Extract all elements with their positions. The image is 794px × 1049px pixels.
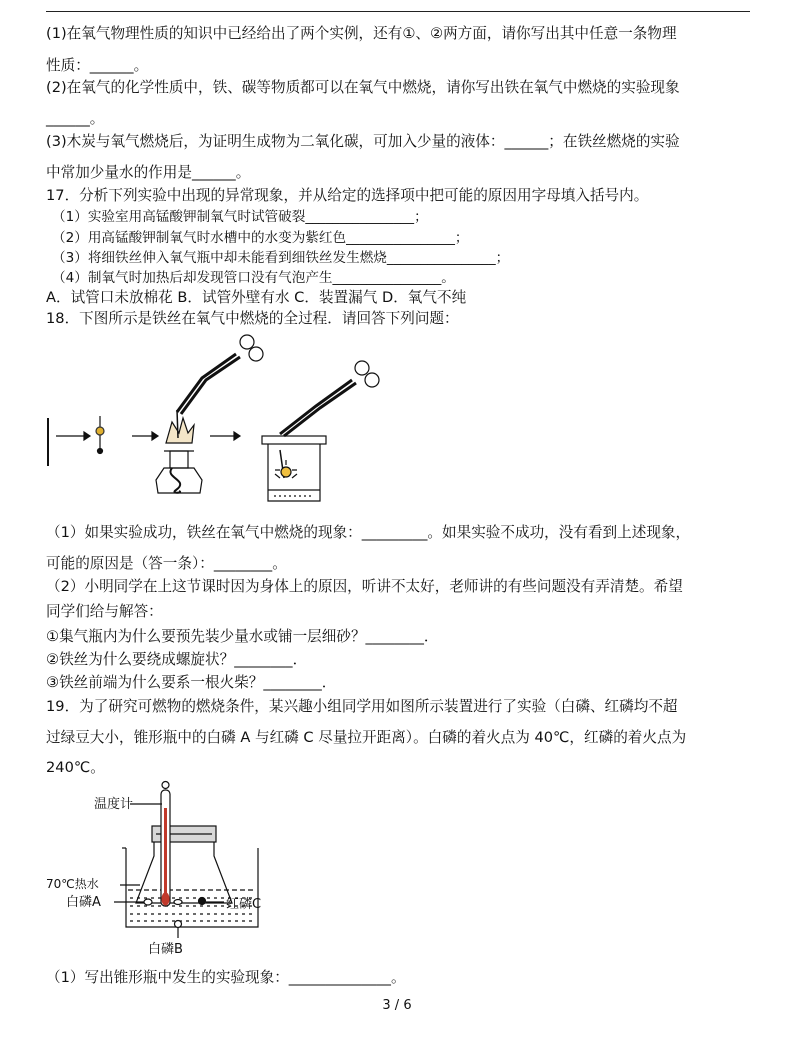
q17-item-1: （1）实验室用高锰酸钾制氧气时试管破裂________________；: [52, 209, 428, 225]
red-phosphorus-c-label: 红磷C: [226, 897, 262, 912]
combustion-experiment-figure: [44, 778, 304, 960]
hot-water-label: 70℃热水: [46, 877, 99, 891]
q17-item-2: （2）用高锰酸钾制氧气时水槽中的水变为紫红色________________；: [52, 230, 469, 246]
q16-part3-line2: 中常加少量水的作用是______。: [46, 164, 251, 181]
q18-part1-line1: （1）如果实验成功，铁丝在氧气中燃烧的现象：_________。如果实验不成功，没有看到上述现象，: [46, 524, 691, 541]
q19-stem-line2: 过绿豆大小，锥形瓶中的白磷 A 与红磷 C 尽量拉开距离）。白磷的着火点为 40℃，红磷的着火点为: [46, 729, 687, 746]
white-phosphorus-b-label: 白磷B: [148, 942, 183, 957]
thermometer-label: 温度计: [94, 797, 134, 812]
page-number: 3 / 6: [382, 998, 412, 1013]
q16-part1-line1: (1)在氧气物理性质的知识中已经给出了两个实例，还有①、②两方面，请你写出其中任意一条物理: [46, 25, 677, 42]
q18-subq-3: ③铁丝前端为什么要系一根火柴？________．: [46, 674, 337, 691]
q18-part1-line2: 可能的原因是（答一条）：________。: [46, 555, 287, 572]
q19-part1: （1）写出锥形瓶中发生的实验现象：______________。: [46, 969, 406, 986]
q18-part2-line2: 同学们给与解答：: [46, 603, 163, 620]
white-phosphorus-a-label: 白磷A: [66, 895, 101, 910]
q17-stem: 17．分析下列实验中出现的异常现象，并从给定的选择项中把可能的原因用字母填入括号内。: [46, 187, 649, 204]
q18-stem: 18．下图所示是铁丝在氧气中燃烧的全过程．请回答下列问题：: [46, 310, 459, 327]
q17-item-3: （3）将细铁丝伸入氧气瓶中却未能看到细铁丝发生燃烧________________；: [52, 250, 510, 266]
q16-part2-line2: ______。: [46, 110, 105, 127]
q16-part1-line2: 性质：______。: [46, 57, 149, 74]
q18-subq-1: ①集气瓶内为什么要预先装少量水或铺一层细砂？________．: [46, 628, 439, 645]
q18-subq-2: ②铁丝为什么要绕成螺旋状？________．: [46, 651, 308, 668]
q16-part3-line1: (3)木炭与氧气燃烧后，为证明生成物为二氧化碳，可加入少量的液体：______；在铁丝燃烧的实验: [46, 133, 680, 150]
iron-wire-combustion-figure: [44, 330, 404, 515]
q19-stem-line3: 240℃。: [46, 759, 105, 776]
q17-options: A．试管口未放棉花 B．试管外壁有水 C．装置漏气 D．氧气不纯: [46, 289, 467, 306]
q16-part2-line1: (2)在氧气的化学性质中，铁、碳等物质都可以在氧气中燃烧，请你写出铁在氧气中燃烧的实验现象: [46, 79, 680, 96]
q19-stem-line1: 19．为了研究可燃物的燃烧条件，某兴趣小组同学用如图所示装置进行了实验（白磷、红磷均不超: [46, 698, 678, 715]
q17-item-4: （4）制氧气时加热后却发现管口没有气泡产生________________。: [52, 270, 455, 286]
top-rule: [46, 11, 750, 12]
q18-part2-line1: （2）小明同学在上这节课时因为身体上的原因，听讲不太好，老师讲的有些问题没有弄清楚。希望: [46, 578, 683, 595]
